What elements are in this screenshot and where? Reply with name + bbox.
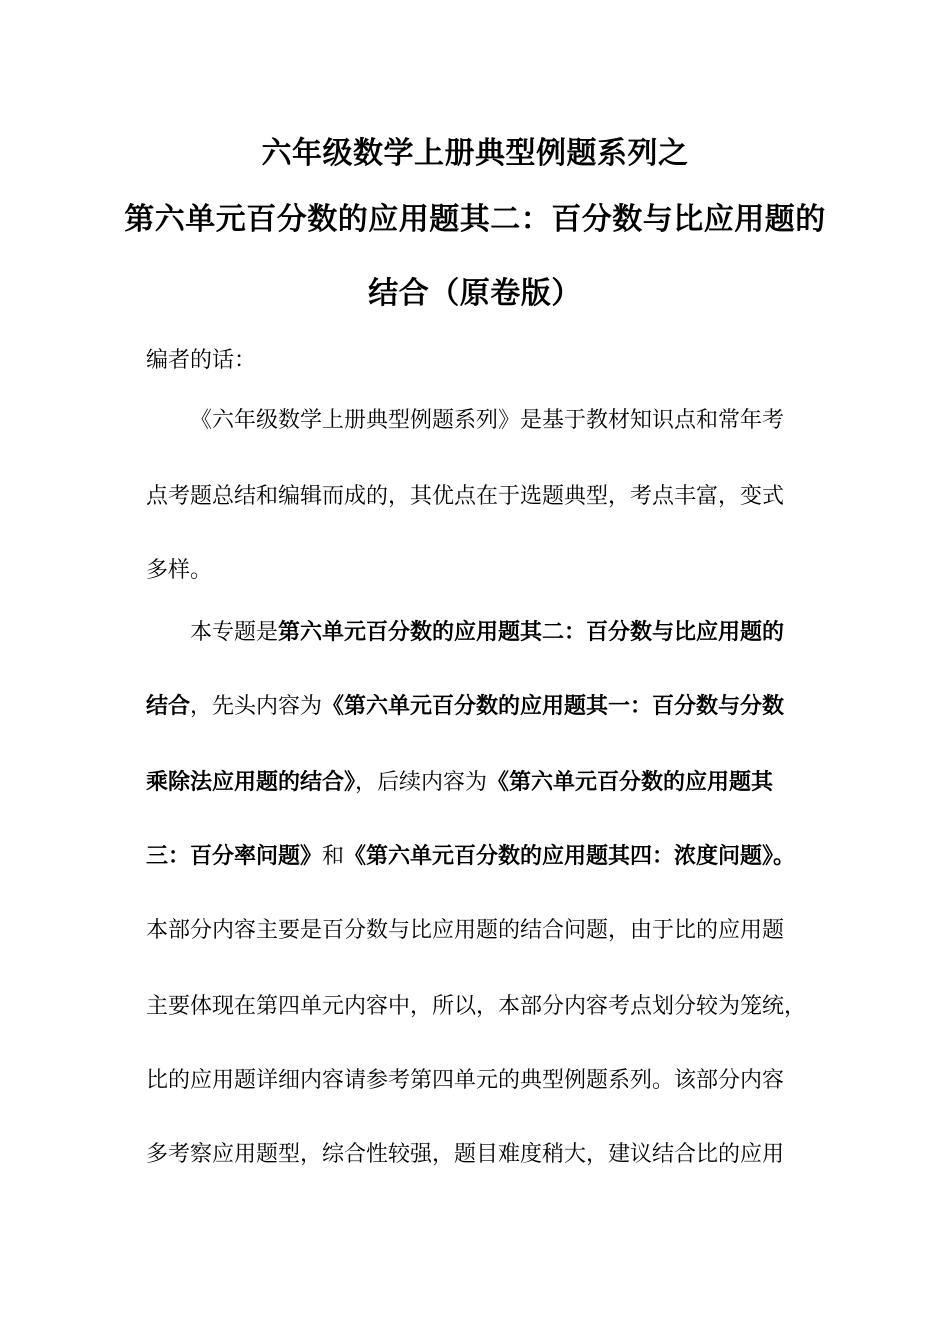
- editor-label: 编者的话：: [146, 348, 257, 373]
- topic-line-3-plain: ，后续内容为: [355, 770, 488, 795]
- title-line-3: 结合（原卷版）: [368, 276, 582, 311]
- topic-line-2-bold-b: 《第六单元百分数的应用题其一：百分数与分数: [322, 694, 785, 719]
- topic-line-6: 主要体现在第四单元内容中，所以，本部分内容考点划分较为笼统，: [146, 994, 807, 1019]
- topic-line-4-plain: 和: [322, 844, 345, 869]
- topic-line-3-bold-b: 《第六单元百分数的应用题其: [487, 770, 774, 795]
- topic-line-7: 比的应用题详细内容请参考第四单元的典型例题系列。该部分内容: [146, 1068, 785, 1093]
- topic-line-1: [190, 618, 806, 648]
- topic-line-1-plain: 本专题是: [190, 620, 279, 645]
- topic-line-4-bold-a: 三：百分率问题》: [146, 844, 323, 869]
- title-line-2: 第六单元百分数的应用题其二：百分数与比应用题的: [124, 202, 826, 237]
- topic-line-3: [146, 768, 806, 798]
- topic-line-5: 本部分内容主要是百分数与比应用题的结合问题，由于比的应用题: [146, 918, 785, 943]
- title-line-1: 六年级数学上册典型例题系列之: [261, 136, 689, 171]
- topic-line-8: 多考察应用题型，综合性较强，题目难度稍大，建议结合比的应用: [146, 1142, 785, 1167]
- topic-line-4: [146, 842, 806, 872]
- intro-line-2: 点考题总结和编辑而成的，其优点在于选题典型，考点丰富，变式: [146, 484, 785, 509]
- topic-line-3-bold-a: 乘除法应用题的结合》: [146, 770, 356, 795]
- topic-line-2-plain: ，先头内容为: [190, 694, 323, 719]
- topic-line-1-bold: 第六单元百分数的应用题其二：百分数与比应用题的: [278, 620, 785, 645]
- intro-line-3: 多样。: [146, 558, 213, 583]
- topic-line-2: [146, 692, 806, 722]
- intro-line-1: 《六年级数学上册典型例题系列》是基于教材知识点和常年考: [190, 408, 785, 433]
- topic-line-2-bold-a: 结合: [146, 694, 191, 719]
- topic-line-4-bold-b: 《第六单元百分数的应用题其四：浓度问题》。: [344, 844, 796, 869]
